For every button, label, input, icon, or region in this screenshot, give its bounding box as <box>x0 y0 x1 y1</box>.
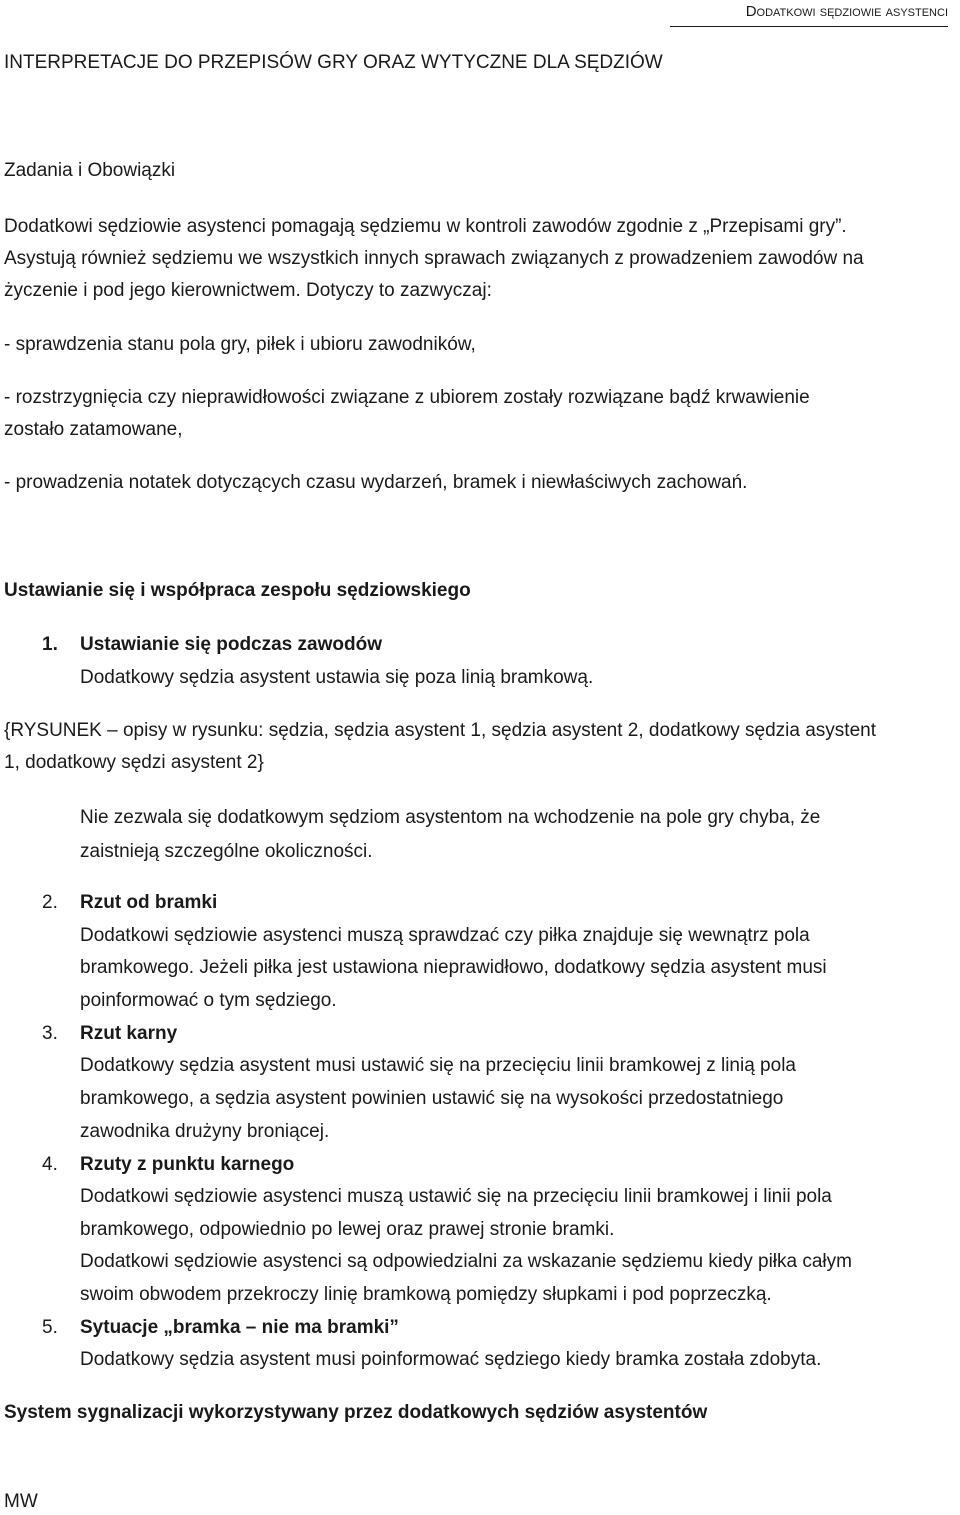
intro-line-3: życzenie i pod jego kierownictwem. Dotyczy to zazwyczaj: <box>4 280 492 301</box>
heading-signals: System sygnalizacji wykorzystywany przez dodatkowych sędziów asystentów <box>4 1402 708 1423</box>
item-2-title: Rzut od bramki <box>80 892 218 913</box>
item-2-line-1: Dodatkowi sędziowie asystenci muszą sprawdzać czy piłka znajduje się wewnątrz pola <box>80 925 810 946</box>
item-2-line-2: bramkowego. Jeżeli piłka jest ustawiona nieprawidłowo, dodatkowy sędzia asystent musi <box>80 957 827 978</box>
footer-initials: MW <box>4 1491 38 1512</box>
item-4-number: 4. <box>42 1154 58 1175</box>
item-4-line-1: Dodatkowi sędziowie asystenci muszą ustawić się na przecięciu linii bramkowej i linii pola <box>80 1186 832 1207</box>
figure-note-line-2: 1, dodatkowy sędzi asystent 2} <box>4 752 264 773</box>
item-5-title: Sytuacje „bramka – nie ma bramki” <box>80 1317 399 1338</box>
note-line-1: Nie zezwala się dodatkowym sędziom asystentom na wchodzenie na pole gry chyba, że <box>80 807 821 828</box>
item-3-line-1: Dodatkowy sędzia asystent musi ustawić się na przecięciu linii bramkowej z linią pola <box>80 1055 796 1076</box>
duty-item-2-line-1: - rozstrzygnięcia czy nieprawidłowości związane z ubiorem zostały rozwiązane bądź krwawienie <box>4 387 810 408</box>
item-4-title: Rzuty z punktu karnego <box>80 1154 295 1175</box>
item-2-line-3: poinformować o tym sędziego. <box>80 990 337 1011</box>
duty-item-1: - sprawdzenia stanu pola gry, piłek i ubioru zawodników, <box>4 334 476 355</box>
item-4-line-3: Dodatkowi sędziowie asystenci są odpowiedzialni za wskazanie sędziemu kiedy piłka całym <box>80 1251 852 1272</box>
item-5-line-1: Dodatkowy sędzia asystent musi poinformować sędziego kiedy bramka została zdobyta. <box>80 1349 822 1370</box>
heading-positioning: Ustawianie się i współpraca zespołu sędziowskiego <box>4 580 471 601</box>
item-5-number: 5. <box>42 1317 58 1338</box>
running-title: Dodatkowi sędziowie asystenci <box>745 3 948 20</box>
running-header <box>746 2 948 22</box>
duty-item-2-line-2: zostało zatamowane, <box>4 419 183 440</box>
item-3-title: Rzut karny <box>80 1023 178 1044</box>
item-3-line-2: bramkowego, a sędzia asystent powinien ustawić się na wysokości przedostatniego <box>80 1088 784 1109</box>
header-rule <box>670 26 948 27</box>
item-4-line-2: bramkowego, odpowiednio po lewej oraz prawej stronie bramki. <box>80 1219 615 1240</box>
note-line-2: zaistnieją szczególne okoliczności. <box>80 841 373 862</box>
heading-tasks: Zadania i Obowiązki <box>4 160 176 181</box>
item-2-number: 2. <box>42 892 58 913</box>
intro-line-2: Asystują również sędziemu we wszystkich innych sprawach związanych z prowadzeniem zawodów na <box>4 248 864 269</box>
item-1-title: Ustawianie się podczas zawodów <box>80 634 382 655</box>
item-1-text: Dodatkowy sędzia asystent ustawia się poza linią bramkową. <box>80 667 594 688</box>
item-3-line-3: zawodnika drużyny broniącej. <box>80 1121 330 1142</box>
item-1-number: 1. <box>42 634 58 655</box>
intro-line-1: Dodatkowi sędziowie asystenci pomagają sędziemu w kontroli zawodów zgodnie z „Przepisami gry”. <box>4 216 847 237</box>
item-3-number: 3. <box>42 1023 58 1044</box>
document-title: INTERPRETACJE DO PRZEPISÓW GRY ORAZ WYTYCZNE DLA SĘDZIÓW <box>4 52 663 73</box>
duty-item-3: - prowadzenia notatek dotyczących czasu wydarzeń, bramek i niewłaściwych zachowań. <box>4 472 748 493</box>
item-4-line-4: swoim obwodem przekroczy linię bramkową pomiędzy słupkami i pod poprzeczką. <box>80 1284 772 1305</box>
figure-note-line-1: {RYSUNEK – opisy w rysunku: sędzia, sędzia asystent 1, sędzia asystent 2, dodatkowy sędzia asystent <box>4 720 876 741</box>
